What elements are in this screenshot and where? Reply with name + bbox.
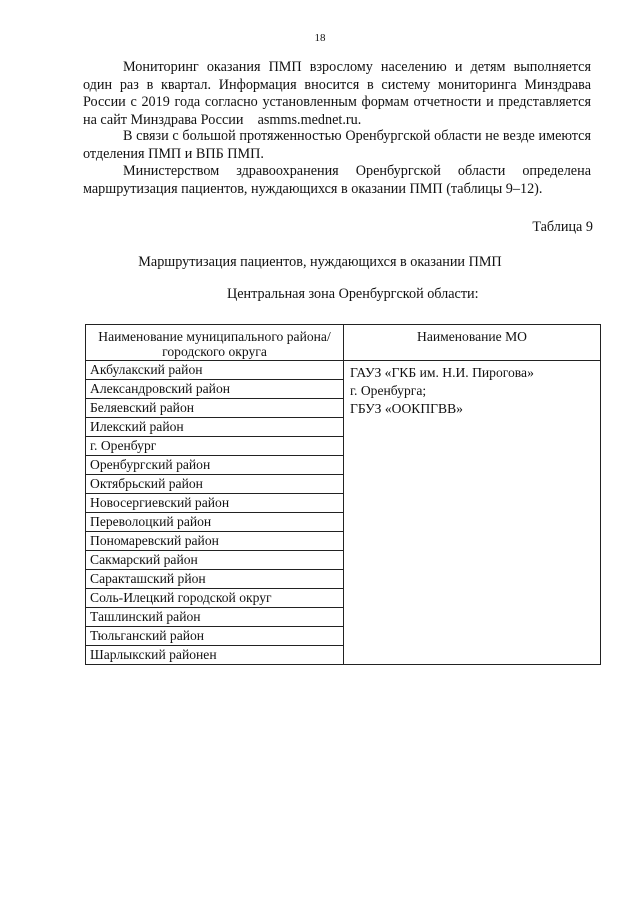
district-cell: Беляевский район [86, 399, 344, 418]
table-row [86, 361, 601, 380]
district-cell: Октябрьский район [86, 475, 344, 494]
header-mo: Наименование МО [344, 325, 601, 361]
district-cell: Соль-Илецкий городской округ [86, 589, 344, 608]
district-cell: Шарлыкский районен [86, 646, 344, 665]
district-cell: Пономаревский район [86, 532, 344, 551]
table-header-row [86, 325, 601, 361]
district-cell: Акбулакский район [86, 361, 344, 380]
district-cell: г. Оренбург [86, 437, 344, 456]
paragraph-monitoring [83, 59, 591, 129]
paragraph-departments-text: В связи с большой протяженностью Оренбургской области не везде имеются отделения ПМП и ВПБ ПМП. [83, 128, 591, 162]
district-cell: Ташлинский район [86, 608, 344, 627]
routing-table [85, 324, 601, 665]
paragraph-monitoring-text: Мониторинг оказания ПМП взрослому населению и детям выполняется один раз в квартал. Информация вносится в систему мониторинга Минздрава России с 2019 года согласно установленным формам отчетности и представляется на сайт Минздрава России asmms.mednet.ru. [83, 59, 591, 128]
table-label: Таблица 9 [532, 219, 593, 235]
district-cell: Илекский район [86, 418, 344, 437]
district-cell: Сакмарский район [86, 551, 344, 570]
paragraph-ministry-text: Министерством здравоохранения Оренбургской области определена маршрутизация пациентов, нуждающихся в оказании ПМП (таблицы 9–12). [83, 163, 591, 197]
paragraph-ministry [83, 163, 591, 198]
mo-cell [344, 361, 601, 665]
table-subtitle: Центральная зона Оренбургской области: [227, 286, 479, 302]
paragraph-departments [83, 128, 591, 163]
district-cell: Саракташский рйон [86, 570, 344, 589]
mo-line: ГАУЗ «ГКБ им. Н.И. Пирогова» [350, 365, 534, 380]
table-title: Маршрутизация пациентов, нуждающихся в оказании ПМП [138, 254, 502, 270]
district-cell: Тюльганский район [86, 627, 344, 646]
mo-line: ГБУЗ «ООКПГВВ» [350, 401, 463, 416]
district-cell: Новосергиевский район [86, 494, 344, 513]
district-cell: Оренбургский район [86, 456, 344, 475]
district-cell: Александровский район [86, 380, 344, 399]
district-cell: Переволоцкий район [86, 513, 344, 532]
mo-line: г. Оренбурга; [350, 383, 427, 398]
page-number: 18 [314, 32, 326, 44]
header-district: Наименование муниципального района/городского округа [86, 325, 344, 361]
